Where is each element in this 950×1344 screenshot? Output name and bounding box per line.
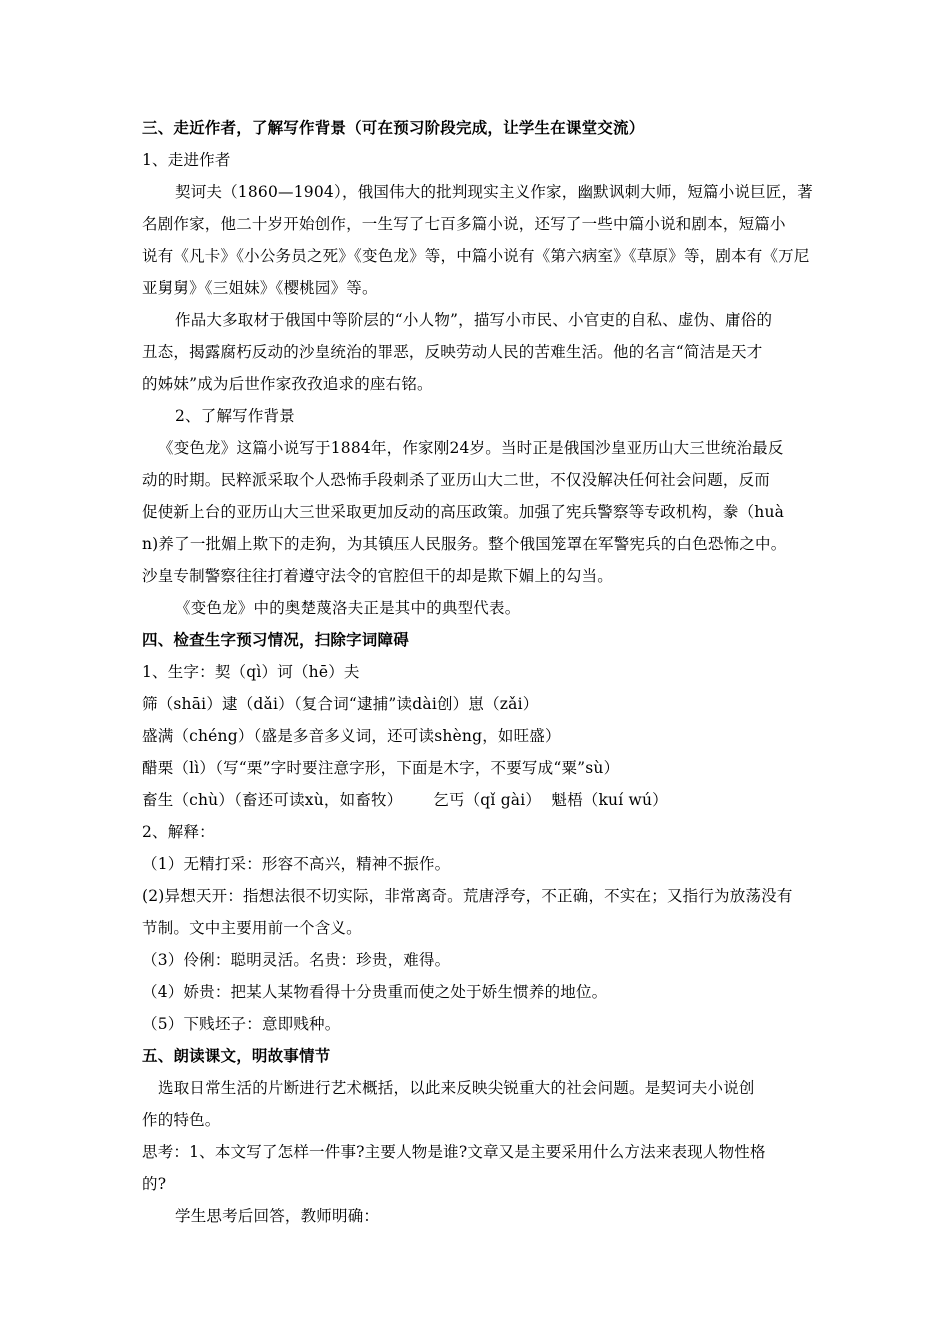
section-heading-5: 五、朗读课文，明故事情节 [142, 1046, 331, 1065]
vocab-line: 筛（shāi）逮（dǎi）（复合词“逮捕”读dài创）崽（zǎi） [142, 695, 539, 713]
subheading-background: 2、了解写作背景 [175, 407, 295, 425]
paragraph-line: 丑态，揭露腐朽反动的沙皇统治的罪恶，反映劳动人民的苦难生活。他的名言“简洁是天才 [142, 343, 763, 361]
paragraph-line: 促使新上台的亚历山大三世采取更加反动的高压政策。加强了宪兵警察等专政机构，豢（huà [142, 503, 785, 521]
paragraph-line: 动的时期。民粹派采取个人恐怖手段刺杀了亚历山大二世，不仅没解决任何社会问题，反而 [142, 471, 771, 489]
section-heading-4: 四、检查生字预习情况，扫除字词障碍 [142, 630, 409, 649]
section-heading-3: 三、走近作者，了解写作背景（可在预习阶段完成，让学生在课堂交流） [142, 118, 645, 137]
paragraph-line: n)养了一批媚上欺下的走狗，为其镇压人民服务。整个俄国笼罩在军警宪兵的白色恐怖之中。 [142, 535, 787, 553]
paragraph-line: 的姊妹”成为后世作家孜孜追求的座右铭。 [142, 375, 433, 393]
paragraph-line: 作的特色。 [142, 1111, 221, 1129]
explanation-item: （4）娇贵：把某人某物看得十分贵重而使之处于娇生惯养的地位。 [142, 983, 608, 1001]
paragraph-line: 学生思考后回答，教师明确： [175, 1207, 380, 1225]
explanation-item: (2)异想天开：指想法很不切实际，非常离奇。荒唐浮夸，不正确，不实在；又指行为放荡没有 [142, 887, 793, 905]
vocab-line: 1、生字：契（qì）诃（hē）夫 [142, 663, 360, 681]
paragraph-line: 《变色龙》中的奥楚蔑洛夫正是其中的典型代表。 [175, 599, 521, 617]
question-line: 的? [142, 1175, 167, 1193]
subheading-explanation: 2、解释： [142, 823, 215, 841]
vocab-line: 畜生（chù）（畜还可读xù，如畜牧） 乞丐（qǐ gài） 魁梧（kuí wú） [142, 791, 668, 809]
paragraph-line: 选取日常生活的片断进行艺术概括，以此来反映尖锐重大的社会问题。是契诃夫小说创 [158, 1079, 755, 1097]
paragraph-line: 作品大多取材于俄国中等阶层的“小人物”，描写小市民、小官吏的自私、虚伪、庸俗的 [175, 311, 773, 329]
vocab-line: 盛满（chéng）（盛是多音多义词，还可读shèng，如旺盛） [142, 727, 561, 745]
subheading-author: 1、走进作者 [142, 151, 231, 169]
paragraph-line: 亚舅舅》《三姐妹》《樱桃园》等。 [142, 279, 378, 297]
paragraph-line: 契诃夫（1860—1904），俄国伟大的批判现实主义作家，幽默讽刺大师，短篇小说巨匠，著 [175, 183, 813, 201]
vocab-line: 醋栗（lì）（写“栗”字时要注意字形，下面是木字，不要写成“粟”sù） [142, 759, 620, 777]
explanation-item: （1）无精打采：形容不高兴，精神不振作。 [142, 855, 451, 873]
explanation-item: （5）下贱坯子：意即贱种。 [142, 1015, 341, 1033]
explanation-item: （3）伶俐：聪明灵活。名贵：珍贵，难得。 [142, 951, 451, 969]
question-line: 思考：1、本文写了怎样一件事?主要人物是谁?文章又是主要采用什么方法来表现人物性格 [142, 1143, 766, 1161]
paragraph-line: 沙皇专制警察往往打着遵守法令的官腔但干的却是欺下媚上的勾当。 [142, 567, 614, 585]
paragraph-line: 《变色龙》这篇小说写于1884年，作家刚24岁。当时正是俄国沙皇亚历山大三世统治最反 [158, 439, 784, 457]
paragraph-line: 名剧作家，他二十岁开始创作，一生写了七百多篇小说，还写了一些中篇小说和剧本，短篇小 [142, 215, 786, 233]
paragraph-line: 说有《凡卡》《小公务员之死》《变色龙》等，中篇小说有《第六病室》《草原》等，剧本有《万尼 [142, 247, 810, 265]
explanation-item: 节制。文中主要用前一个含义。 [142, 919, 362, 937]
